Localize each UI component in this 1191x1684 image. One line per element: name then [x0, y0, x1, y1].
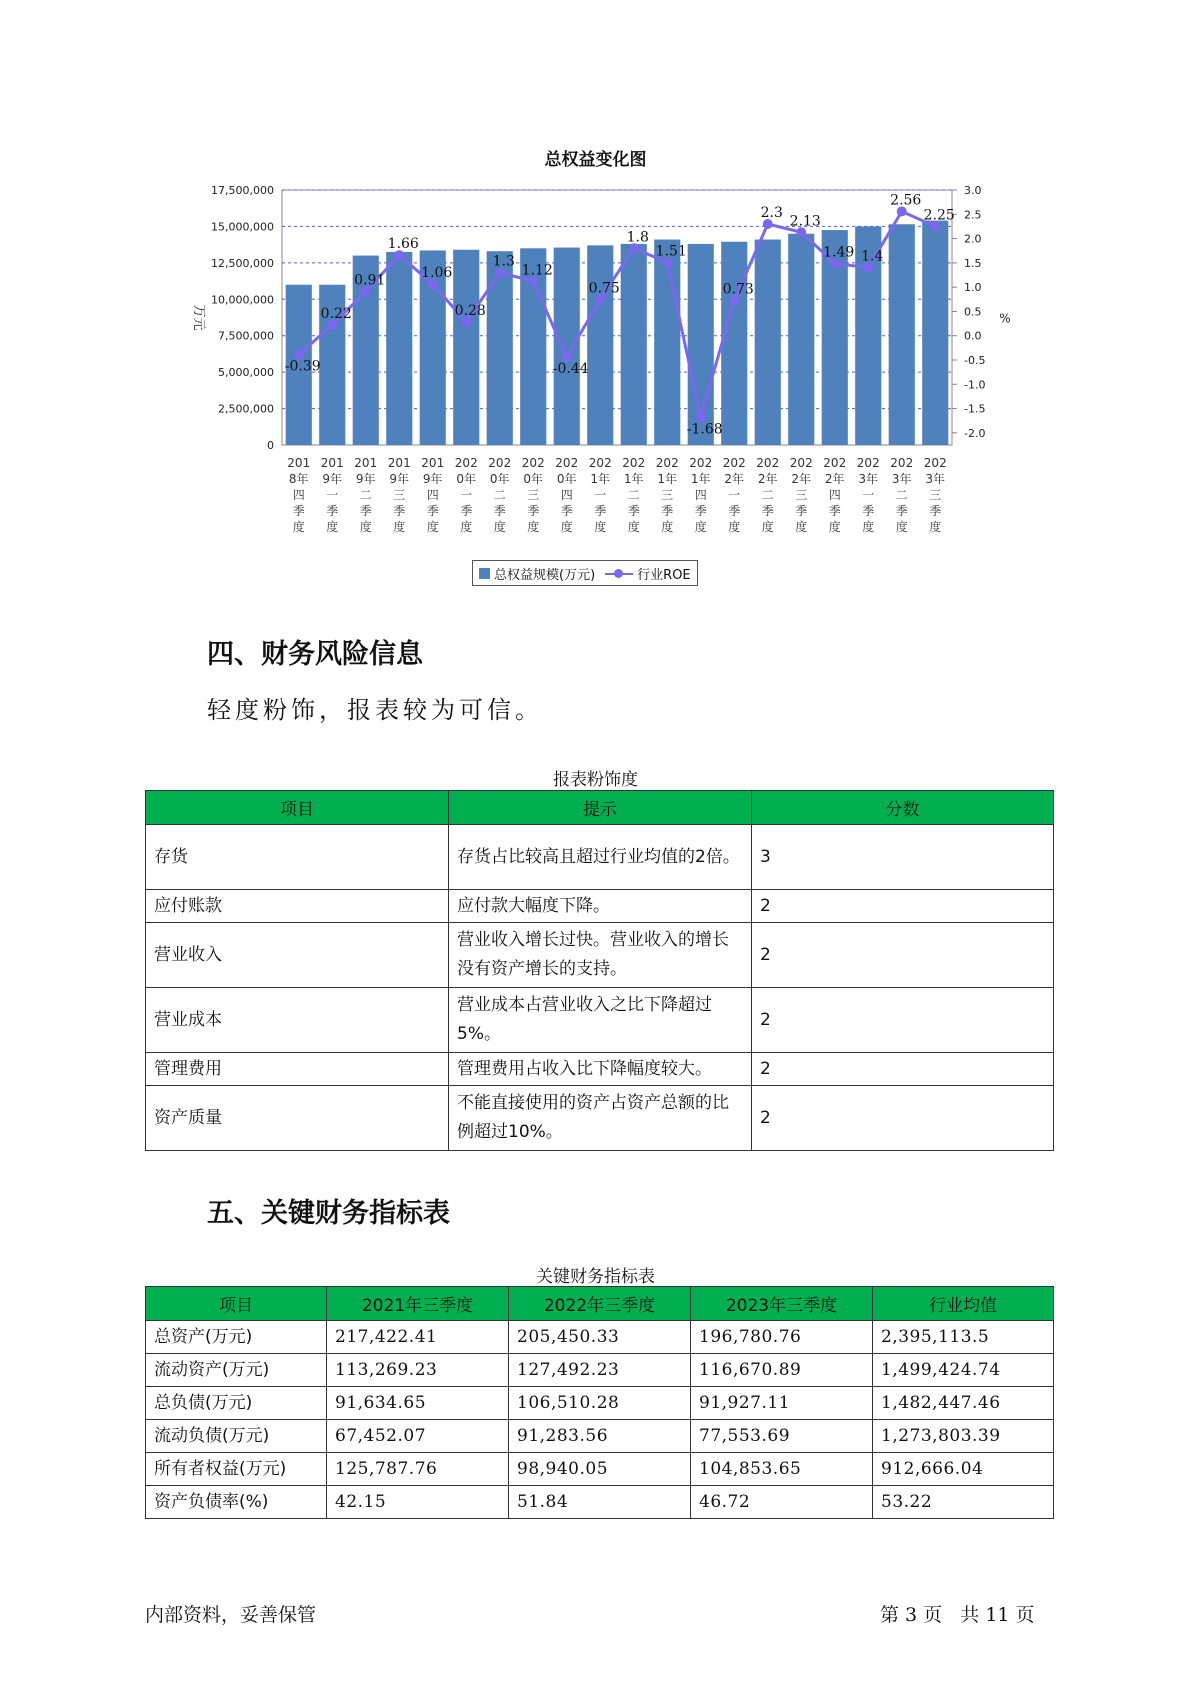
- metric-value: 113,269.23: [327, 1354, 509, 1387]
- chart-legend: [472, 560, 698, 586]
- x-tick-label: 季: [795, 504, 808, 518]
- roe-data-label: -0.39: [284, 358, 321, 375]
- metric-value: 91,927.11: [691, 1387, 873, 1420]
- metric-value: 116,670.89: [691, 1354, 873, 1387]
- risk-score: 2: [752, 988, 1054, 1053]
- bar: [889, 224, 915, 445]
- x-tick-label: 202: [756, 456, 780, 470]
- y2-tick-label: -1.0: [964, 378, 986, 392]
- x-tick-label: 度: [493, 520, 506, 534]
- roe-data-label: -0.44: [552, 361, 589, 378]
- section4-heading: 四、财务风险信息: [207, 639, 423, 670]
- roe-data-label: 1.06: [421, 265, 453, 282]
- x-tick-label: 度: [359, 520, 372, 534]
- x-tick-label: 202: [722, 456, 746, 470]
- y-tick-label: 0: [267, 439, 274, 452]
- y2-tick-label: 0.0: [964, 329, 982, 343]
- x-tick-label: 一: [460, 488, 473, 502]
- key-header-2021q3: 2021年三季度: [327, 1287, 509, 1321]
- x-tick-label: 度: [694, 520, 707, 534]
- x-tick-label: 季: [493, 504, 506, 518]
- table-row: [146, 890, 1054, 923]
- metric-value: 205,450.33: [509, 1321, 691, 1354]
- y2-tick-label: 2.5: [964, 208, 982, 222]
- bar: [386, 252, 412, 445]
- y-axis-title: 万元: [191, 304, 206, 331]
- x-tick-label: 度: [627, 520, 640, 534]
- x-tick-label: 季: [527, 504, 540, 518]
- metric-label: 资产负债率(%): [146, 1486, 327, 1519]
- roe-data-label: 1.8: [626, 229, 649, 246]
- metric-value: 91,283.56: [509, 1420, 691, 1453]
- x-tick-label: 一: [862, 488, 875, 502]
- key-header-2023q3: 2023年三季度: [691, 1287, 873, 1321]
- x-tick-label: 二: [627, 488, 640, 502]
- metric-label: 流动资产(万元): [146, 1354, 327, 1387]
- chart-title: 总权益变化图: [544, 150, 647, 170]
- x-tick-label: 度: [426, 520, 439, 534]
- x-tick-label: 度: [292, 520, 305, 534]
- x-tick-label: 9年: [389, 472, 410, 486]
- footer-confidential: 内部资料，妥善保管: [145, 1604, 317, 1626]
- y2-axis-title: %: [999, 311, 1011, 326]
- metric-value: 51.84: [509, 1486, 691, 1519]
- key-table-caption: 关键财务指标表: [536, 1267, 655, 1287]
- x-tick-label: 1年: [590, 472, 611, 486]
- x-tick-label: 度: [527, 520, 540, 534]
- x-tick-label: 202: [689, 456, 713, 470]
- y2-tick-label: 3.0: [964, 184, 982, 197]
- x-tick-label: 三: [661, 488, 674, 502]
- x-tick-label: 一: [728, 488, 741, 502]
- risk-item: 营业成本: [146, 988, 449, 1053]
- x-tick-label: 1年: [690, 472, 711, 486]
- roe-data-label: 2.56: [890, 192, 922, 209]
- metric-value: 67,452.07: [327, 1420, 509, 1453]
- x-tick-label: 9年: [422, 472, 443, 486]
- plot-area: [282, 190, 952, 445]
- x-tick-label: 度: [560, 520, 573, 534]
- table-row: [146, 1453, 1054, 1486]
- bar: [654, 240, 680, 445]
- legend-bar-swatch: [479, 568, 490, 579]
- table-row: [146, 1321, 1054, 1354]
- key-metrics-table: [145, 1286, 1054, 1519]
- x-tick-label: 2年: [824, 472, 845, 486]
- roe-data-label: 0.22: [320, 306, 352, 323]
- x-tick-label: 季: [426, 504, 439, 518]
- x-tick-label: 3年: [925, 472, 946, 486]
- section5-heading: 五、关键财务指标表: [207, 1198, 450, 1229]
- x-tick-label: 度: [761, 520, 774, 534]
- risk-score: 3: [752, 825, 1054, 890]
- y2-tick-label: 1.5: [964, 256, 982, 270]
- x-tick-label: 0年: [556, 472, 577, 486]
- x-tick-label: 202: [789, 456, 813, 470]
- risk-item: 资产质量: [146, 1086, 449, 1151]
- y-tick-label: 10,000,000: [211, 293, 274, 307]
- table-row: [146, 1387, 1054, 1420]
- roe-data-label: 0.91: [354, 272, 386, 289]
- risk-header-score: 分数: [752, 791, 1054, 825]
- roe-data-label: 0.28: [454, 303, 486, 320]
- x-tick-label: 3年: [891, 472, 912, 486]
- x-tick-label: 202: [823, 456, 847, 470]
- x-tick-label: 0年: [456, 472, 477, 486]
- x-tick-label: 201: [387, 456, 411, 470]
- roe-data-label: 1.66: [387, 236, 419, 253]
- x-tick-label: 四: [560, 488, 573, 502]
- risk-header-item: 项目: [146, 791, 449, 825]
- metric-value: 217,422.41: [327, 1321, 509, 1354]
- x-tick-label: 202: [488, 456, 512, 470]
- x-tick-label: 季: [460, 504, 473, 518]
- roe-data-label: 1.51: [655, 243, 687, 260]
- table-row: [146, 988, 1054, 1053]
- roe-data-label: 0.75: [588, 280, 620, 297]
- metric-value: 77,553.69: [691, 1420, 873, 1453]
- x-tick-label: 9年: [355, 472, 376, 486]
- risk-score: 2: [752, 890, 1054, 923]
- x-tick-label: 四: [426, 488, 439, 502]
- y-tick-label: 15,000,000: [211, 220, 274, 234]
- risk-table: [145, 790, 1054, 1151]
- roe-data-label: 1.4: [861, 248, 884, 265]
- y2-tick-label: 1.0: [964, 281, 982, 295]
- x-tick-label: 度: [460, 520, 473, 534]
- x-tick-label: 0年: [523, 472, 544, 486]
- x-tick-label: 1年: [623, 472, 644, 486]
- risk-table-caption: 报表粉饰度: [553, 770, 638, 790]
- bar: [487, 251, 513, 445]
- key-header-industry: 行业均值: [873, 1287, 1054, 1321]
- x-tick-label: 度: [661, 520, 674, 534]
- legend-item-roe: [605, 564, 690, 583]
- x-tick-label: 季: [627, 504, 640, 518]
- risk-hint: 应付款大幅度下降。: [449, 890, 752, 923]
- table-row: [146, 1053, 1054, 1086]
- x-tick-label: 季: [560, 504, 573, 518]
- x-tick-label: 度: [862, 520, 875, 534]
- legend-item-equity: [479, 564, 595, 583]
- metric-label: 总负债(万元): [146, 1387, 327, 1420]
- x-tick-label: 季: [728, 504, 741, 518]
- x-tick-label: 四: [292, 488, 305, 502]
- risk-hint: 管理费用占收入比下降幅度较大。: [449, 1053, 752, 1086]
- x-tick-label: 度: [929, 520, 942, 534]
- x-tick-label: 202: [454, 456, 478, 470]
- x-tick-label: 0年: [489, 472, 510, 486]
- x-tick-label: 201: [421, 456, 445, 470]
- legend-label-equity: 总权益规模(万元): [494, 567, 596, 583]
- y-tick-label: 5,000,000: [218, 366, 274, 380]
- key-header-item: 项目: [146, 1287, 327, 1321]
- x-tick-label: 三: [393, 488, 406, 502]
- x-tick-label: 201: [320, 456, 344, 470]
- roe-data-label: 1.12: [521, 262, 553, 279]
- equity-chart: [0, 170, 1191, 560]
- roe-data-label: 2.13: [789, 213, 821, 230]
- bar: [587, 245, 613, 445]
- x-tick-label: 季: [661, 504, 674, 518]
- x-tick-label: 三: [527, 488, 540, 502]
- metric-value: 912,666.04: [873, 1453, 1054, 1486]
- x-tick-label: 度: [594, 520, 607, 534]
- x-tick-label: 8年: [288, 472, 309, 486]
- y-tick-label: 12,500,000: [211, 256, 274, 270]
- y2-tick-label: 0.5: [964, 305, 982, 319]
- x-tick-label: 度: [728, 520, 741, 534]
- bar: [922, 221, 948, 445]
- metric-value: 1,273,803.39: [873, 1420, 1054, 1453]
- risk-score: 2: [752, 1086, 1054, 1151]
- table-row: [146, 1420, 1054, 1453]
- y-tick-label: 17,500,000: [211, 184, 274, 197]
- risk-hint: 存货占比较高且超过行业均值的2倍。: [449, 825, 752, 890]
- y2-tick-label: -2.0: [964, 426, 986, 440]
- x-tick-label: 202: [655, 456, 679, 470]
- bar: [554, 248, 580, 445]
- roe-data-label: 0.73: [722, 281, 754, 298]
- metric-value: 125,787.76: [327, 1453, 509, 1486]
- metric-value: 106,510.28: [509, 1387, 691, 1420]
- key-header-2022q3: 2022年三季度: [509, 1287, 691, 1321]
- x-tick-label: 201: [287, 456, 311, 470]
- x-tick-label: 二: [895, 488, 908, 502]
- bar: [755, 240, 781, 445]
- roe-data-label: 2.3: [760, 205, 783, 221]
- x-tick-label: 202: [890, 456, 914, 470]
- x-tick-label: 202: [521, 456, 545, 470]
- metric-value: 104,853.65: [691, 1453, 873, 1486]
- table-row: [146, 1354, 1054, 1387]
- metric-value: 53.22: [873, 1486, 1054, 1519]
- roe-data-label: -1.68: [686, 421, 723, 438]
- x-tick-label: 一: [594, 488, 607, 502]
- table-row: [146, 825, 1054, 890]
- risk-hint: 不能直接使用的资产占资产总额的比例超过10%。: [449, 1086, 752, 1151]
- metric-value: 2,395,113.5: [873, 1321, 1054, 1354]
- risk-score: 2: [752, 923, 1054, 988]
- x-tick-label: 度: [795, 520, 808, 534]
- risk-item: 管理费用: [146, 1053, 449, 1086]
- x-tick-label: 2年: [724, 472, 745, 486]
- roe-data-label: 1.3: [492, 253, 515, 270]
- risk-item: 营业收入: [146, 923, 449, 988]
- metric-label: 流动负债(万元): [146, 1420, 327, 1453]
- table-row: [146, 923, 1054, 988]
- x-tick-label: 3年: [858, 472, 879, 486]
- x-tick-label: 度: [393, 520, 406, 534]
- bar: [621, 244, 647, 445]
- x-tick-label: 三: [929, 488, 942, 502]
- table-row: [146, 1086, 1054, 1151]
- bar: [453, 250, 479, 445]
- x-tick-label: 2年: [757, 472, 778, 486]
- x-tick-label: 季: [862, 504, 875, 518]
- metric-value: 196,780.76: [691, 1321, 873, 1354]
- x-tick-label: 202: [555, 456, 579, 470]
- legend-label-roe: 行业ROE: [637, 567, 691, 583]
- x-tick-label: 四: [828, 488, 841, 502]
- y2-tick-label: 2.0: [964, 232, 982, 246]
- x-tick-label: 二: [359, 488, 372, 502]
- x-tick-label: 季: [292, 504, 305, 518]
- x-tick-label: 三: [795, 488, 808, 502]
- x-tick-label: 四: [694, 488, 707, 502]
- x-tick-label: 202: [622, 456, 646, 470]
- x-tick-label: 季: [326, 504, 339, 518]
- x-tick-label: 度: [895, 520, 908, 534]
- risk-hint: 营业收入增长过快。营业收入的增长没有资产增长的支持。: [449, 923, 752, 988]
- x-tick-label: 一: [326, 488, 339, 502]
- metric-value: 127,492.23: [509, 1354, 691, 1387]
- x-tick-label: 2年: [791, 472, 812, 486]
- metric-value: 1,499,424.74: [873, 1354, 1054, 1387]
- x-tick-label: 201: [354, 456, 378, 470]
- x-tick-label: 季: [359, 504, 372, 518]
- footer-page-number: 第 3 页 共 11 页: [880, 1604, 1035, 1626]
- risk-item: 存货: [146, 825, 449, 890]
- x-tick-label: 季: [929, 504, 942, 518]
- y-tick-label: 2,500,000: [218, 402, 274, 416]
- section4-text: 轻度粉饰，报表较为可信。: [207, 696, 543, 724]
- metric-value: 42.15: [327, 1486, 509, 1519]
- x-tick-label: 二: [761, 488, 774, 502]
- roe-data-label: 2.25: [923, 207, 955, 224]
- y2-tick-label: -0.5: [964, 354, 986, 367]
- legend-line-swatch: [605, 568, 633, 579]
- x-tick-label: 1年: [657, 472, 678, 486]
- x-tick-label: 季: [694, 504, 707, 518]
- x-tick-label: 度: [828, 520, 841, 534]
- bar: [721, 242, 747, 445]
- x-tick-label: 202: [588, 456, 612, 470]
- risk-hint: 营业成本占营业收入之比下降超过5%。: [449, 988, 752, 1053]
- x-tick-label: 季: [828, 504, 841, 518]
- roe-data-label: 1.49: [823, 244, 855, 261]
- x-tick-label: 季: [594, 504, 607, 518]
- metric-label: 总资产(万元): [146, 1321, 327, 1354]
- x-tick-label: 二: [493, 488, 506, 502]
- risk-score: 2: [752, 1053, 1054, 1086]
- bar: [788, 234, 814, 445]
- y2-tick-label: -1.5: [964, 402, 986, 416]
- metric-label: 所有者权益(万元): [146, 1453, 327, 1486]
- x-tick-label: 9年: [322, 472, 343, 486]
- x-tick-label: 季: [895, 504, 908, 518]
- metric-value: 1,482,447.46: [873, 1387, 1054, 1420]
- y-tick-label: 7,500,000: [218, 329, 274, 343]
- metric-value: 46.72: [691, 1486, 873, 1519]
- x-tick-label: 度: [326, 520, 339, 534]
- x-tick-label: 202: [856, 456, 880, 470]
- risk-item: 应付账款: [146, 890, 449, 923]
- risk-header-hint: 提示: [449, 791, 752, 825]
- x-tick-label: 季: [761, 504, 774, 518]
- x-tick-label: 季: [393, 504, 406, 518]
- x-tick-label: 202: [923, 456, 947, 470]
- metric-value: 91,634.65: [327, 1387, 509, 1420]
- metric-value: 98,940.05: [509, 1453, 691, 1486]
- table-row: [146, 1486, 1054, 1519]
